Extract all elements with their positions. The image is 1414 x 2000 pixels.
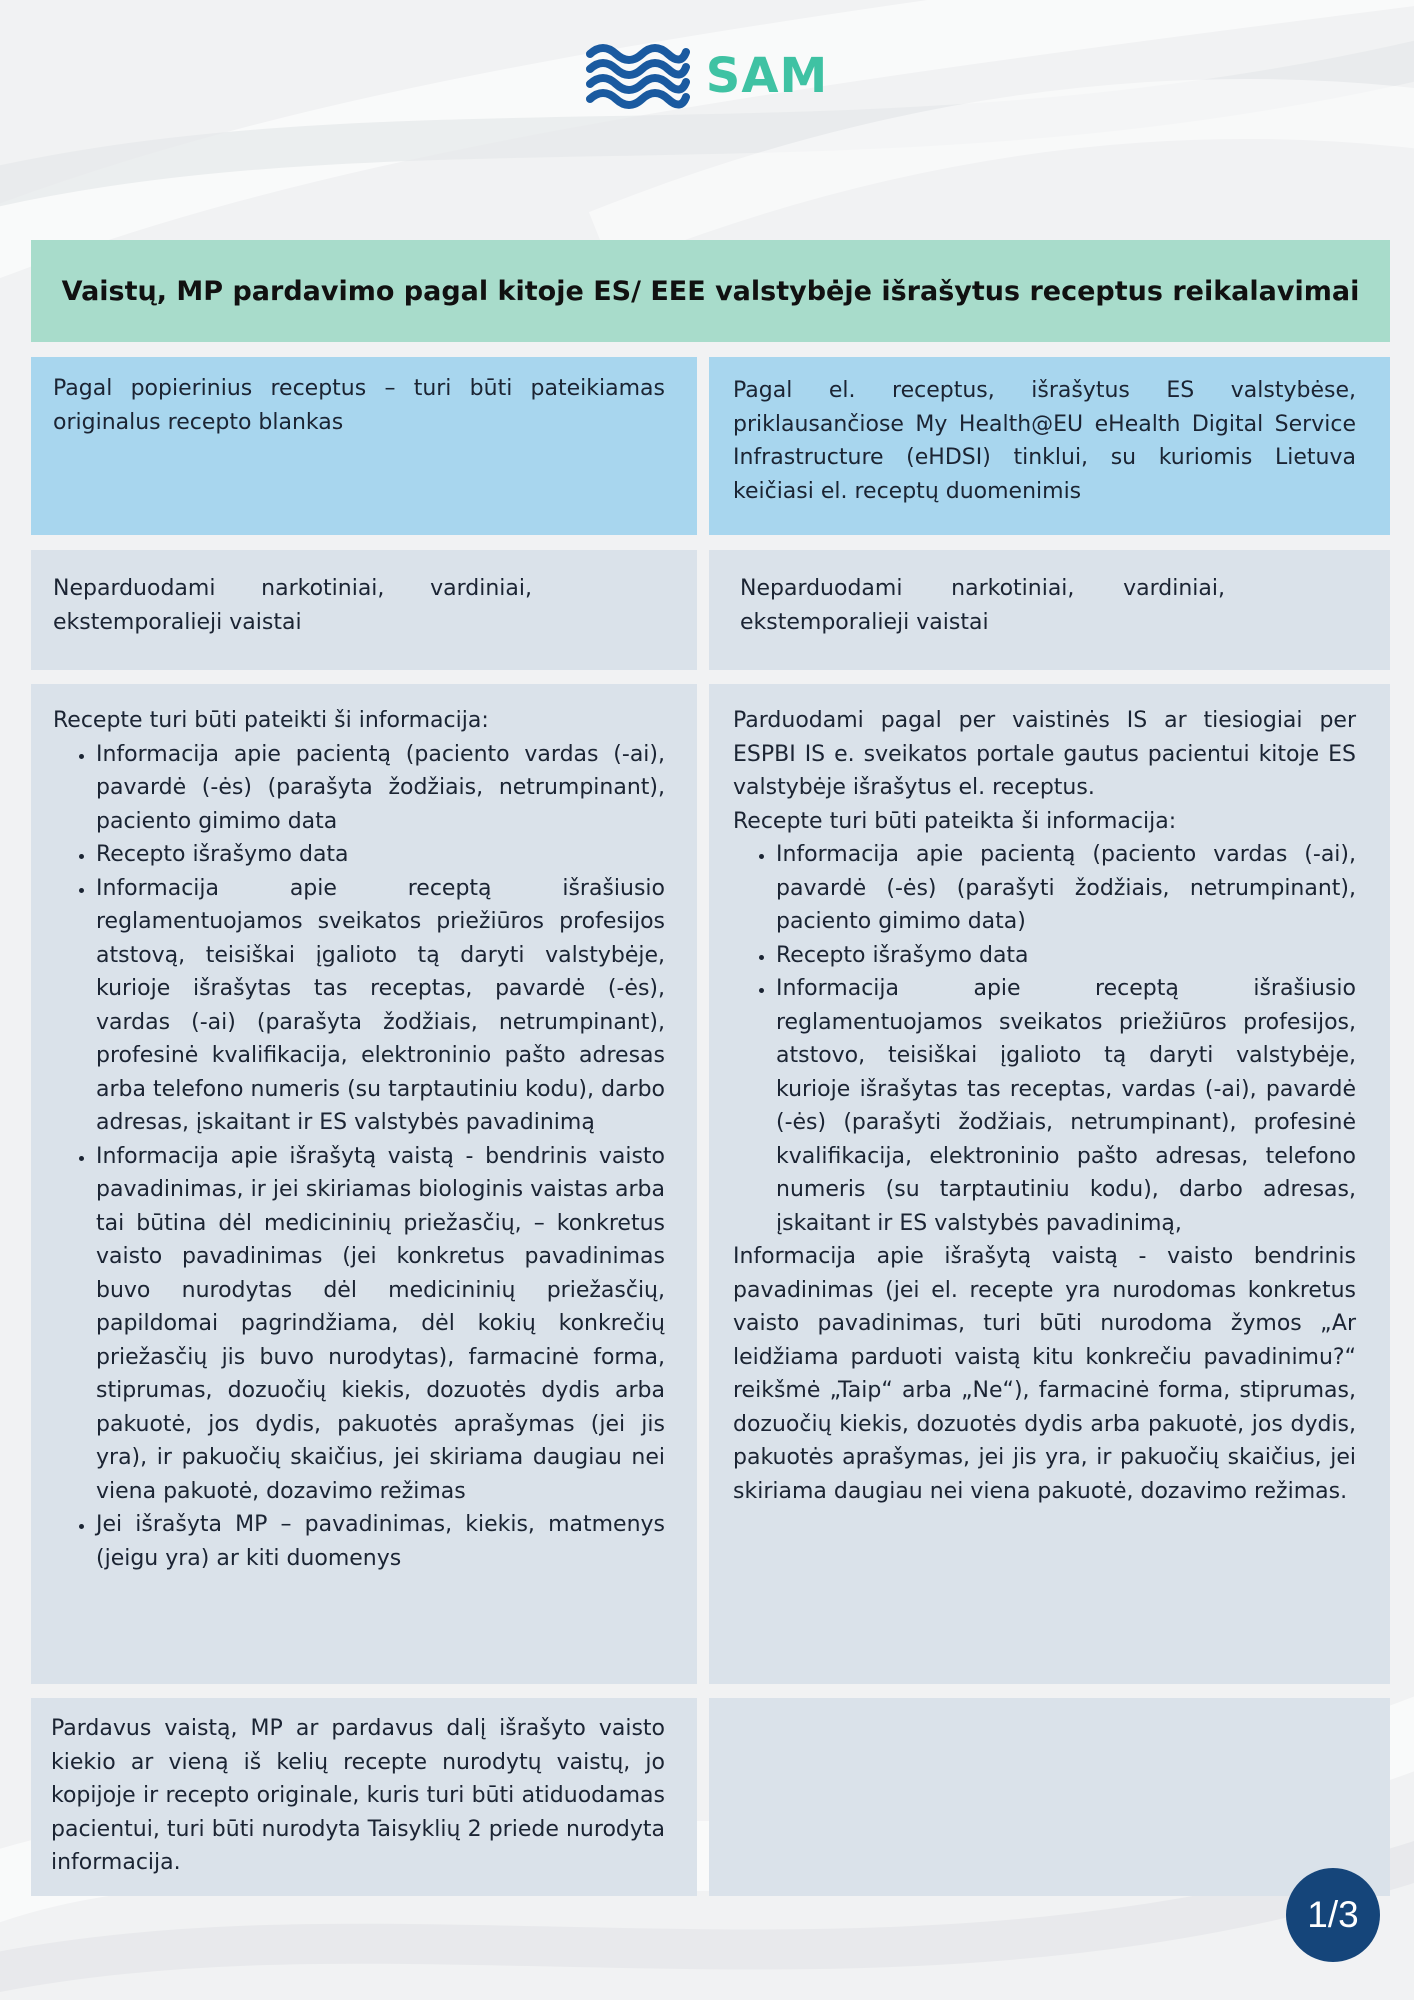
list-item: • Informacija apie pacientą (paciento vardas (-ai), pavardė (-ės) (parašyta žodžiais, netrumpinant), paciento gimimo data [96, 738, 665, 839]
logo-text: SAM [705, 48, 829, 104]
row2-left-cell [31, 550, 697, 670]
list-item: • Jei išrašyta MP – pavadinimas, kiekis, matmenys (jeigu yra) ar kiti duomenys [96, 1508, 665, 1575]
row1-right-cell [709, 357, 1390, 535]
row3-right-intro: Recepte turi būti pateikta ši informacija: [733, 808, 1177, 834]
list-item: • Informacija apie receptą išrašiusio reglamentuojamos sveikatos priežiūros profesijos atstovą, teisiškai įgalioto tą daryti valstybėje, kurioje išrašytas tas receptas, pavardė (-ės), vardas (-ai) (parašyta žodžiais, netrumpinant), profesinė kvalifikacija, elektroninio pašto adresas arba telefono numeris (su tarptautiniu kodu), darbo adresas, įskaitant ir ES valstybės pavadinimą [96, 872, 665, 1140]
list-item: • Recepto išrašymo data [96, 838, 665, 872]
row4-left-cell [31, 1698, 697, 1896]
row3-right-list [733, 838, 1356, 1240]
row1-right-text: Pagal el. receptus, išrašytus ES valstybėse, priklausančiose My Health@EU eHealth Digital Service Infrastructure (eHDSI) tinklui, su kuriomis Lietuva keičiasi el. receptų duomenimis [733, 378, 1356, 504]
list-item: • Recepto išrašymo data [776, 939, 1356, 973]
row3-left-cell [31, 684, 697, 1684]
row3-right-para1: Parduodami pagal per vaistinės IS ar tiesiogiai per ESPBI IS e. sveikatos portale gautus pacientui kitoje ES valstybėje išrašytus el. receptus. [733, 708, 1356, 800]
row2-left-text: Neparduodami narkotiniai, vardiniai, ekstemporalieji vaistai [53, 576, 532, 635]
list-item: • Informacija apie receptą išrašiusio reglamentuojamos sveikatos priežiūros profesijos, atstovo, teisiškai įgalioto tą daryti valstybėje, kurioje išrašytas tas receptas, vardas (-ai), pavardė (-ės) (parašyti žodžiais, netrumpinant), profesinė kvalifikacija, elektroninio pašto adresas, telefono numeris (su tarptautiniu kodu), darbo adresas, įskaitant ir ES valstybės pavadinimą, [776, 972, 1356, 1240]
list-item: • Informacija apie išrašytą vaistą - bendrinis vaisto pavadinimas, ir jei skiriamas biologinis vaistas arba tai būtina dėl medicininių priežasčių, – konkretus vaisto pavadinimas (jei konkretus pavadinimas buvo nurodytas dėl medicininių priežasčių, papildomai pagrindžiama, dėl kokių konkrečių priežasčių jis buvo nurodytas), farmacinė forma, stiprumas, dozuočių kiekis, dozuotės dydis arba pakuotė, jos dydis, pakuotės aprašymas (jei jis yra), ir pakuočių skaičius, jei skiriama daugiau nei viena pakuotė, dozavimo režimas [96, 1140, 665, 1509]
row2-right-text: Neparduodami narkotiniai, vardiniai, ekstemporalieji vaistai [740, 576, 1225, 635]
waves-icon [586, 42, 690, 110]
logo [0, 42, 1414, 110]
page-indicator: 1/3 [1286, 1868, 1380, 1962]
row3-left-intro: Recepte turi būti pateikti ši informacija: [53, 708, 489, 733]
row1-left-cell [31, 357, 697, 535]
row3-left-list [53, 738, 665, 1576]
row3-right-para2: Informacija apie išrašytą vaistą - vaisto bendrinis pavadinimas (jei el. recepte yra nurodomas konkretus vaisto pavadinimas, turi būti nurodoma žymos „Ar leidžiama parduoti vaistą kitu konkrečiu pavadinimu?“ reikšmė „Taip“ arba „Ne“), farmacinė forma, stiprumas, dozuočių kiekis, dozuotės dydis arba pakuotė, jos dydis, pakuotės aprašymas, jei jis yra, ir pakuočių skaičius, jei skiriama daugiau nei viena pakuotė, dozavimo režimas. [733, 1244, 1356, 1504]
list-item: • Informacija apie pacientą (paciento vardas (-ai), pavardė (-ės) (parašyti žodžiais, netrumpinant), paciento gimimo data) [776, 838, 1356, 939]
row2-right-cell [709, 550, 1390, 670]
title-bar [31, 240, 1390, 342]
page-title: Vaistų, MP pardavimo pagal kitoje ES/ EEE valstybėje išrašytus receptus reikalavimai [61, 275, 1360, 307]
row4-left-text: Pardavus vaistą, MP ar pardavus dalį išrašyto vaisto kiekio ar vieną iš kelių recepte nurodytų vaistų, jo kopijoje ir recepto originale, kuris turi būti atiduodamas pacientui, turi būti nurodyta Taisyklių 2 priede nurodyta informacija. [51, 1716, 665, 1875]
row1-left-text: Pagal popierinius receptus – turi būti pateikiamas originalus recepto blankas [53, 376, 665, 435]
row4-right-cell [709, 1698, 1390, 1896]
row3-right-cell [709, 684, 1390, 1684]
